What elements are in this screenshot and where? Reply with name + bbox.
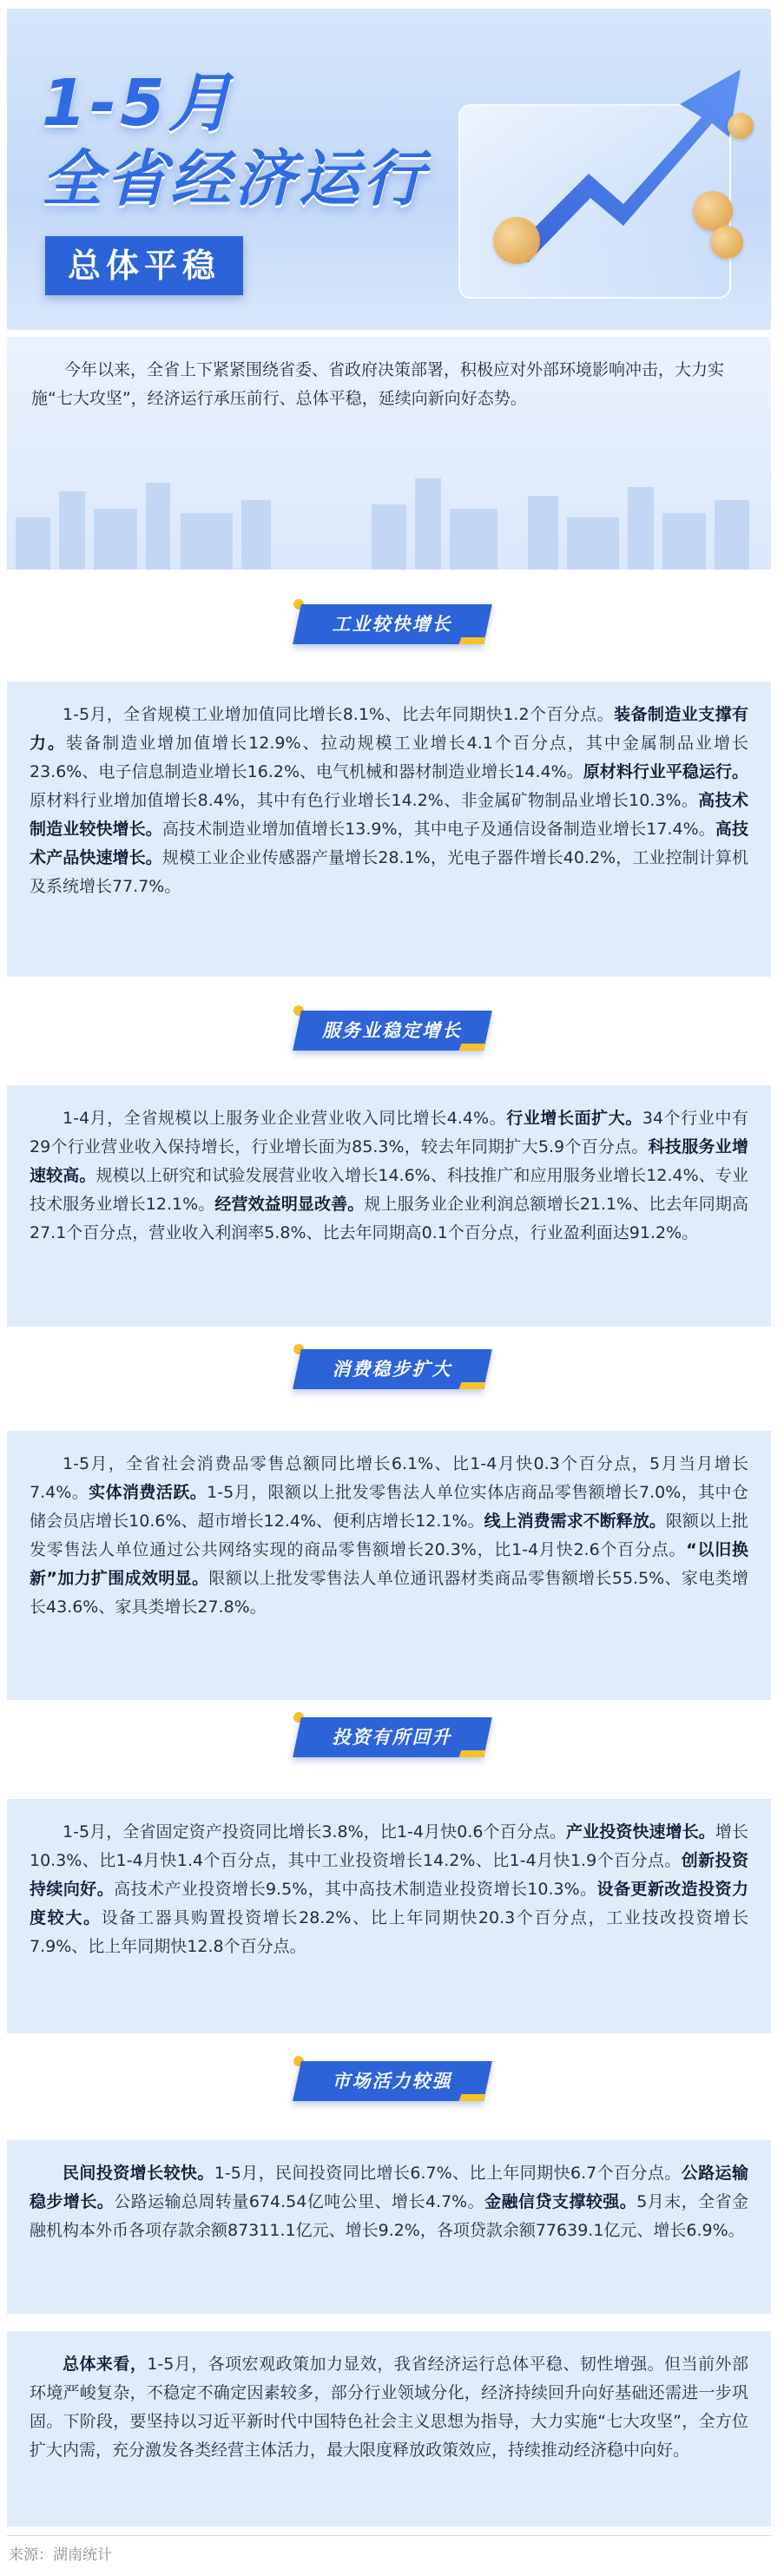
highlight-phrase: 经营效益明显改善。 [214,1195,365,1214]
body-text: 1-5月，全省固定资产投资同比增长3.8%，比1-4月快0.6个百分点。 [63,1822,567,1841]
body-text: 1-5月，限额以上批发零售法人单位实体店商品零售额增长7.0%，其中仓储会员店增长10.6%、超市增长12.4%、便利店增长12.1%。 [30,1483,748,1531]
heading-bar-decoration [459,2094,486,2101]
intro-panel [7,337,771,570]
heading-bar-decoration [459,1750,486,1757]
city-skyline-illustration [7,465,771,570]
body-text: 5月末，全省金融机构本外币各项存款余额87311.1亿元、增长9.2%，各项贷款余额77639.1亿元、增长6.9%。 [30,2192,748,2240]
highlight-phrase: 民间投资增长较快。 [63,2164,214,2183]
highlight-phrase: 装备制造业支撑有力。 [30,705,748,753]
body-text: 1-5月，民间投资同比增长6.7%、比上年同期快6.7个百分点。 [214,2164,682,2183]
intro-paragraph: 今年以来，全省上下紧紧围绕省委、省政府决策部署，积极应对外部环境影响冲击，大力实施“七大攻坚”，经济运行承压前行、总体平稳，延续向新向好态势。 [31,360,725,408]
body-text: 公路运输总周转量674.54亿吨公里、增长4.7%。 [114,2192,485,2211]
section-text-consumption [7,1431,771,1700]
summary-paragraph [30,2350,748,2465]
section-title: 市场活力较强 [332,2071,452,2092]
body-text: 34个行业中有29个行业营业收入保持增长，行业增长面为85.3%，较去年同期扩大5.9个百分点。 [30,1109,748,1156]
highlight-phrase: 公路运输稳步增长。 [30,2164,748,2211]
highlight-phrase: 实体消费活跃。 [89,1483,208,1502]
coin-icon [493,217,540,264]
body-text: 1-5月，全省规模工业增加值同比增长8.1%、比去年同期快1.2个百分点。 [63,705,615,724]
coin-icon [710,226,743,259]
highlight-phrase: 线上消费需求不断释放。 [484,1512,666,1531]
body-text: 限额以上批发零售法人单位通讯器材类商品零售额增长55.5%、家电类增长43.6%、家具类增长27.8%。 [30,1569,748,1617]
highlight-phrase: 高技术产品快速增长。 [30,820,748,867]
heading-bar-decoration [459,637,486,644]
highlight-phrase: 设备更新改造投资力度较大。 [30,1880,748,1927]
body-text: 增长10.3%、比1-4月快1.4个百分点，其中工业投资增长14.2%、比1-4月快1.9个百分点。 [30,1822,748,1870]
highlight-phrase: 行业增长面扩大。 [506,1109,642,1128]
summary-text [7,2331,771,2527]
section-paragraph [30,1818,748,1961]
highlight-phrase: 科技服务业增速较高。 [30,1137,748,1185]
body-text: 1-5月，全省社会消费品零售总额同比增长6.1%、比1-4月快0.3个百分点，5月当月增长7.4%。 [30,1454,748,1502]
banner-title-period: 1-5月 [42,66,236,141]
highlight-phrase: “以旧换新”加力扩围成效明显。 [30,1540,749,1588]
section-heading-investment [0,1712,784,1764]
section-paragraph [30,1104,748,1248]
highlight-phrase: 总体来看， [63,2355,148,2374]
body-text: 限额以上批发零售法人单位通过公共网络实现的商品零售额增长20.3%，比1-4月快2.6个百分点。 [30,1512,748,1559]
section-text-services [7,1085,771,1327]
highlight-phrase: 高技术制造业较快增长。 [30,791,748,839]
section-paragraph [30,1450,748,1622]
section-title: 消费稳步扩大 [332,1359,452,1380]
body-text: 设备工器具购置投资增长28.2%、比上年同期快20.3个百分点，工业技改投资增长7.9%、比上年同期快12.8个百分点。 [30,1908,748,1956]
body-text: 规上服务业企业利润总额增长21.1%、比去年同期高27.1个百分点，营业收入利润率5.8%、比去年同期高0.1个百分点，行业盈利面达91.2%。 [30,1195,748,1242]
body-text: 高技术制造业增加值增长13.9%，其中电子及通信设备制造业增长17.4%。 [161,820,715,839]
body-text: 1-4月，全省规模以上服务业企业营业收入同比增长4.4%。 [63,1109,507,1128]
body-text: 装备制造业增加值增长12.9%、拉动规模工业增长4.1个百分点，其中金属制品业增长23.6%、电子信息制造业增长16.2%、电气机械和器材制造业增长14.4%。 [30,734,748,781]
body-text: 高技术产业投资增长9.5%，其中高技术制造业投资增长10.3%。 [114,1880,597,1899]
section-heading-market [0,2056,784,2108]
divider [7,2535,771,2536]
section-paragraph [30,701,748,901]
header-banner [7,9,771,330]
section-text-industry [7,682,771,977]
section-text-market [7,2140,771,2314]
highlight-phrase: 创新投资持续向好。 [30,1851,748,1899]
heading-bar-decoration [459,1382,486,1389]
highlight-phrase: 产业投资快速增长。 [566,1822,715,1841]
section-title: 工业较快增长 [332,614,452,635]
body-text: 规模工业企业传感器产量增长28.1%，光电子器件增长40.2%，工业控制计算机及系统增长77.7%。 [30,848,748,896]
body-text: 原材料行业增加值增长8.4%，其中有色行业增长14.2%、非金属矿物制品业增长10.3%。 [30,791,699,810]
highlight-phrase: 金融信贷支撑较强。 [484,2192,637,2211]
banner-tag: 总体平稳 [45,236,243,295]
section-paragraph [30,2159,748,2245]
section-title: 投资有所回升 [332,1727,452,1748]
body-text: 规模以上研究和试验发展营业收入增长14.6%、科技推广和应用服务业增长12.4%、专业技术服务业增长12.1%。 [30,1166,748,1214]
heading-bar-decoration [459,1044,486,1051]
body-text: 1-5月，各项宏观政策加力显效，我省经济运行总体平稳、韧性增强。但当前外部环境严峻复杂，不稳定不确定因素较多，部分行业领域分化，经济持续回升向好基础还需进一步巩固。下阶段，要坚持以习近平新时代中国特色社会主义思想为指导，大力实施“七大攻坚”，全方位扩大内需，充分激发各类经营主体活力，最大限度释放政策效应，持续推动经济稳中向好。 [30,2355,748,2460]
source-credit: 来源：湖南统计 [9,2546,112,2564]
highlight-phrase: 原材料行业平稳运行。 [583,762,748,781]
coin-icon [728,113,754,139]
section-heading-services [0,1005,784,1057]
section-heading-industry [0,599,784,651]
banner-title-main: 全省经济运行 [42,143,427,214]
section-heading-consumption [0,1344,784,1396]
section-title: 服务业稳定增长 [322,1020,462,1041]
section-text-investment [7,1799,771,2033]
